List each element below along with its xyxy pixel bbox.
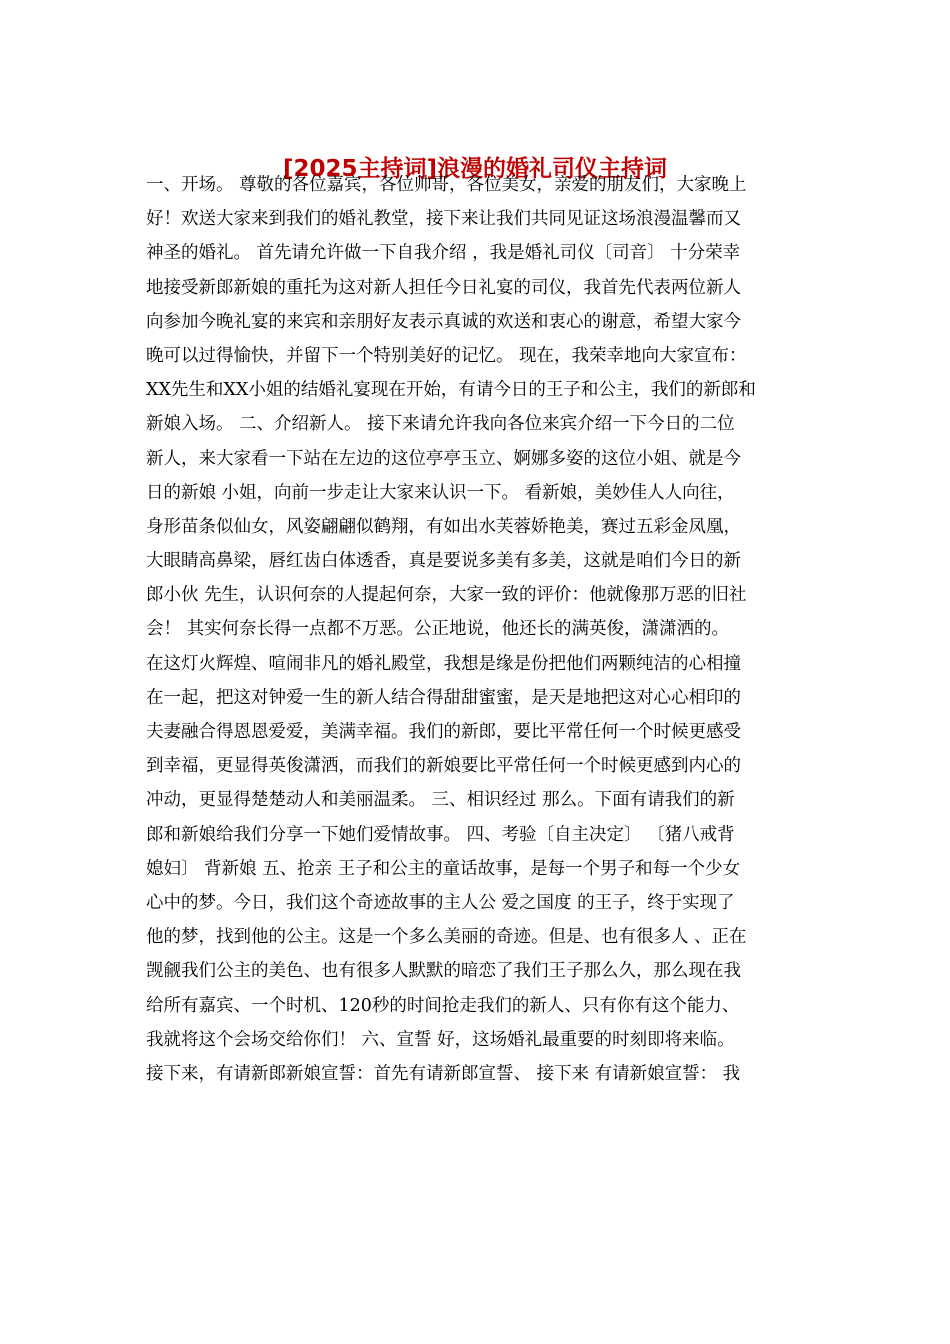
body-line: 新娘入场。 二、介绍新人。 接下来请允许我向各位来宾介绍一下今日的二位 [146,414,735,435]
body-line: 觊觎我们公主的美色、也有很多人默默的暗恋了我们王子那么久，那么现在我 [146,961,741,982]
body-line: 接下来，有请新郎新娘宣誓：首先有请新郎宣誓、 接下来 有请新娘宣誓： 我 [146,1063,741,1084]
body-line: 新人，来大家看一下站在左边的这位亭亭玉立、婀娜多姿的这位小姐、就是今 [146,448,741,469]
body-line: 日的新娘 小姐，向前一步走让大家来认识一下。 看新娘，美妙佳人人向往， [146,482,735,503]
body-line: 夫妻融合得恩恩爱爱，美满幸福。我们的新郎，要比平常任何一个时候更感受 [146,722,741,742]
body-line: 郎和新娘给我们分享一下她们爱情故事。 四、考验〔自主决定〕 〔猪八戒背 [146,824,735,845]
body-line: 一、开场。 尊敬的各位嘉宾，各位帅哥，各位美女，亲爱的朋友们，大家晚上 [146,175,747,195]
document-title: [2025主持词]浪漫的婚礼司仪主持词 [282,156,668,182]
body-line: 心中的梦。今日，我们这个奇迹故事的主人公 爱之国度 的王子，终于实现了 [146,892,735,913]
body-line: 好！欢送大家来到我们的婚礼教堂，接下来让我们共同见证这场浪漫温馨而又 [146,209,741,230]
body-line: 向参加今晚礼宴的来宾和亲朋好友表示真诚的欢送和衷心的谢意，希望大家今 [146,311,741,332]
body-line: 神圣的婚礼。 首先请允许做一下自我介绍 ，我是婚礼司仪〔司音〕 十分荣幸 [146,243,741,264]
body-line: 给所有嘉宾、一个时机、120秒的时间抢走我们的新人、只有你有这个能力、 [146,995,740,1016]
body-line: 冲动，更显得楚楚动人和美丽温柔。 三、相识经过 那么。下面有请我们的新 [146,790,735,811]
body-line: 晚可以过得愉快，并留下一个特别美好的记忆。 现在，我荣幸地向大家宣布： [146,345,747,366]
body-line: 大眼睛高鼻梁，唇红齿白体透香，真是要说多美有多美，这就是咱们今日的新 [146,551,741,572]
body-line: 在一起，把这对钟爱一生的新人结合得甜甜蜜蜜，是天是地把这对心心相印的 [146,687,741,708]
body-line: 身形苗条似仙女，风姿翩翩似鹤翔，有如出水芙蓉娇艳美，赛过五彩金凤凰， [146,516,741,537]
body-line: 我就将这个会场交给你们！ 六、宣誓 好，这场婚礼最重要的时刻即将来临。 [146,1029,735,1050]
body-line: 媳妇〕 背新娘 五、抢亲 王子和公主的童话故事，是每一个男子和每一个少女 [146,858,741,879]
document-body [146,168,806,1091]
body-line: 到幸福，更显得英俊潇洒，而我们的新娘要比平常任何一个时候更感到内心的 [146,756,741,777]
body-line: 他的梦，找到他的公主。这是一个多么美丽的奇迹。但是、也有很多人 、正在 [146,927,747,948]
body-line: XX先生和XX小姐的结婚礼宴现在开始，有请今日的王子和公主，我们的新郎和 [146,380,756,401]
body-line: 会！ 其实何奈长得一点都不万恶。公正地说，他还长的满英俊，潇潇洒的。 [146,619,730,640]
body-line: 地接受新郎新娘的重托为这对新人担任今日礼宴的司仪，我首先代表两位新人 [146,277,741,298]
body-line: 郎小伙 先生，认识何奈的人提起何奈，大家一致的评价：他就像那万恶的旧社 [146,585,747,606]
body-line: 在这灯火辉煌、喧闹非凡的婚礼殿堂，我想是缘是份把他们两颗纯洁的心相撞 [146,653,741,674]
